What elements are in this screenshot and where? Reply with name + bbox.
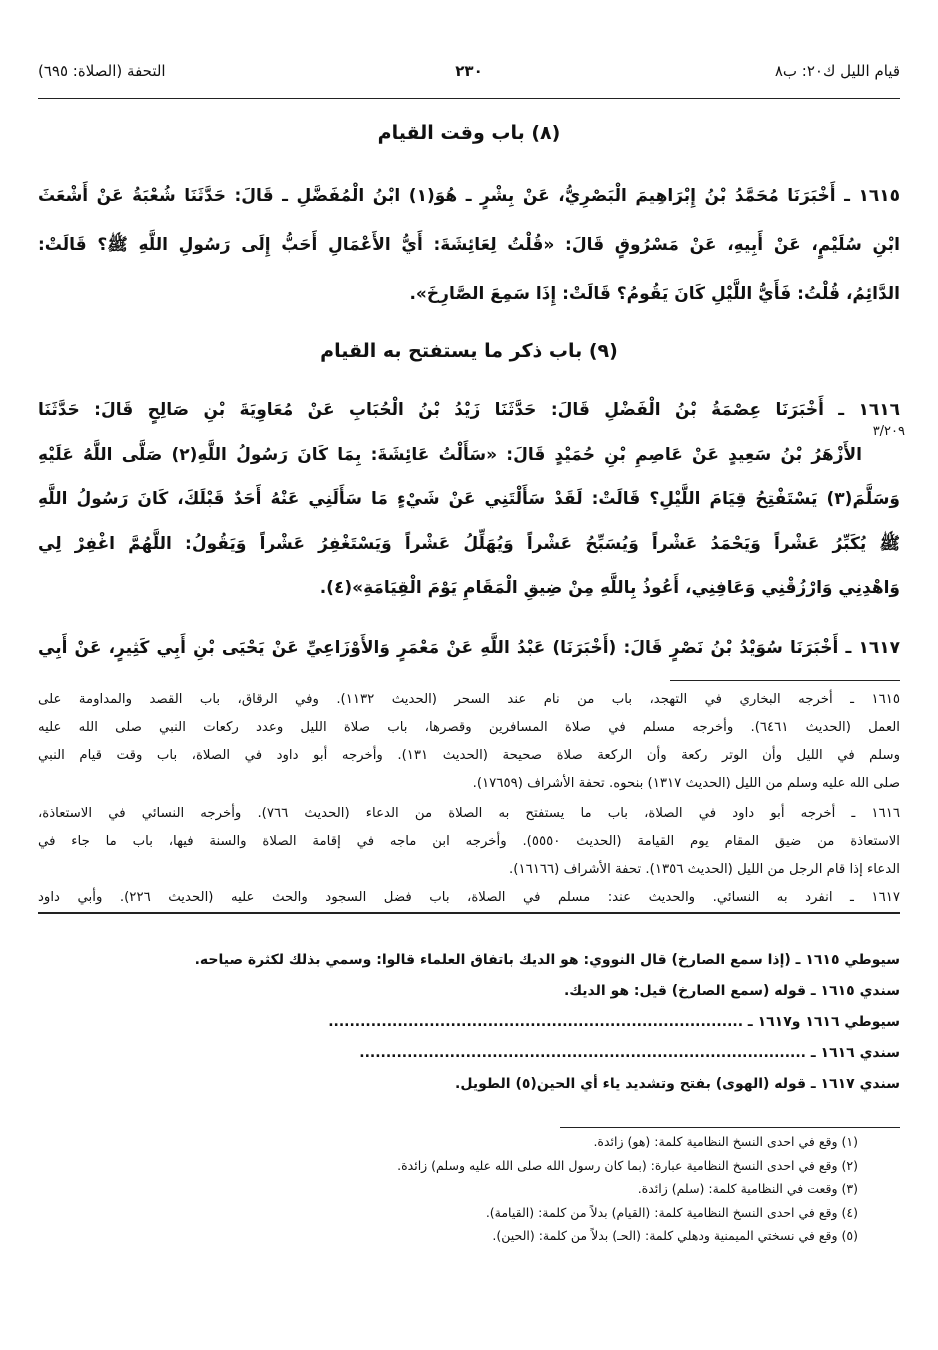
commentary-line: سندي ١٦١٦ ـ .................................................................................... bbox=[359, 1045, 900, 1061]
commentary-line: سندي ١٦١٧ ـ قوله (الهوى) بفتح وتشديد ياء أي الحين(٥) الطويل. bbox=[455, 1076, 900, 1092]
section-9-title: (٩) باب ذكر ما يستفتح به القيام bbox=[320, 340, 618, 362]
hadith-line: ١٦١٧ ـ أَخْبَرَنَا سُوَيْدُ بْنُ نَصْرٍ قَالَ: (أَخْبَرَنَا) عَبْدُ اللَّهِ عَنْ مَعْمَرٍ وَالأَوْزَاعِيِّ عَنْ يَحْيَى بْنِ أَبِي كَثِيرٍ، عَنْ أَبِي bbox=[38, 638, 900, 658]
takhrij-line: الدعاء إذا قام الرجل من الليل (الحديث ١٣٥٦). تحفة الأشراف (١٦١٦٦). bbox=[509, 862, 900, 877]
note-line: (٤) وقع في احدى النسخ النظامية كلمة: (القيام) بدلاً من كلمة: (القيامة). bbox=[485, 1204, 858, 1220]
header-divider bbox=[38, 98, 900, 99]
hadith-line: وَاهْدِنِي وَارْزُقْنِي وَعَافِنِي، أَعُوذُ بِاللَّهِ مِنْ ضِيقِ الْمَقَامِ يَوْمَ الْقِيَامَةِ»(٤). bbox=[319, 578, 900, 598]
commentary-line: سيوطي ١٦١٥ ـ (إذا سمع الصارخ) قال النووي: هو الديك باتفاق العلماء قالوا: وسمي بذلك لكثرة صياحه. bbox=[194, 952, 900, 968]
note-line: (١) وقع في احدى النسخ النظامية كلمة: (هو) زائدة. bbox=[593, 1134, 858, 1149]
section-8-title: (٨) باب وقت القيام bbox=[377, 122, 561, 144]
footnote-divider bbox=[670, 680, 900, 681]
hadith-line: الأَزْهَرُ بْنُ سَعِيدٍ عَنْ عَاصِمِ بْنِ حُمَيْدٍ قَالَ: «سَأَلْتُ عَائِشَةَ: بِمَا كَانَ رَسُولُ اللَّهِ(٢) صَلَّى اللَّهُ عَلَيْهِ bbox=[38, 444, 862, 465]
hadith-1616 bbox=[38, 388, 900, 611]
hadith-line: الدَّائِمُ، قُلْتُ: فَأَيُّ اللَّيْلِ كَانَ يَقُومُ؟ قَالَتْ: إِذَا سَمِعَ الصَّارِخَ». bbox=[409, 284, 900, 304]
note-line: (٣) وقعت في النظامية كلمة: (سلم) زائدة. bbox=[637, 1181, 858, 1196]
note-line: (٢) وقع في احدى النسخ النظامية عبارة: (بما كان رسول الله صلى الله عليه وسلم) زائدة. bbox=[397, 1157, 858, 1173]
running-header bbox=[38, 62, 900, 88]
takhrij-line: ١٦١٥ ـ أخرجه البخاري في التهجد، باب من نام عند السحر (الحديث ١١٣٢). وفي الرقاق، باب القصد والمداومة على bbox=[38, 692, 900, 707]
takhrij-line: العمل (الحديث ٦٤٦١). وأخرجه مسلم في صلاة المسافرين وقصرها، باب صلاة الليل وعدد ركعات النبي صلى الله عليه bbox=[38, 720, 900, 735]
note-line: (٥) وقع في نسختي الميمنية ودهلي كلمة: (الحـ) بدلاً من كلمة: (الحين). bbox=[492, 1228, 858, 1243]
hadith-1615 bbox=[38, 172, 900, 319]
commentary-line: سندي ١٦١٥ ـ قوله (سمع الصارخ) قيل: هو الديك. bbox=[563, 983, 900, 999]
takhrij-line: ١٦١٦ ـ أخرجه أبو داود في الصلاة، باب ما يستفتح به الصلاة من الدعاء (الحديث ٧٦٦). وأخرجه النسائي في الاستعاذة، bbox=[38, 806, 900, 821]
takhrij-footnotes bbox=[38, 686, 900, 912]
takhrij-line: الاستعاذة من ضيق المقام يوم القيامة (الحديث ٥٥٥٠). وأخرجه ابن ماجه في إقامة الصلاة والسنة فيها، باب ما جاء في bbox=[38, 834, 900, 849]
hadith-1617 bbox=[38, 626, 900, 670]
header-chapter-ref: قيام الليل ك٢٠: ب٨ bbox=[774, 62, 900, 80]
takhrij-line: ١٦١٧ ـ انفرد به النسائي. والحديث عند: مسلم في الصلاة، باب فضل السجود والحث عليه (الحديث ٢٢٦). وأبي داود bbox=[38, 890, 900, 905]
page-number: ٢٣٠ bbox=[455, 62, 483, 80]
takhrij-line: صلى الله عليه وسلم من الليل (الحديث ١٣١٧) بنحوه. تحفة الأشراف (١٧٦٥٩). bbox=[472, 776, 900, 791]
hadith-line: ﷺ يُكَبِّرُ عَشْراً وَيَحْمَدُ عَشْراً وَيُسَبِّحُ عَشْراً وَيُهَلِّلُ عَشْراً وَيَسْتَغْفِرُ عَشْراً وَيَقُولُ: اللَّهُمَّ اغْفِرْ لِي bbox=[38, 533, 900, 554]
commentary-line: سيوطي ١٦١٦ و١٦١٧ ـ .............................................................................. bbox=[328, 1014, 900, 1030]
commentary bbox=[38, 945, 900, 1100]
commentary-divider bbox=[38, 912, 900, 914]
margin-volume-page-ref: ٣/٢٠٩ bbox=[872, 424, 905, 439]
hadith-line: ١٦١٥ ـ أَخْبَرَنَا مُحَمَّدُ بْنُ إِبْرَاهِيمَ الْبَصْرِيُّ، عَنْ بِشْرٍ ـ هُوَ(١) ابْنُ الْمُفَضَّلِ ـ قَالَ: حَدَّثَنَا شُعْبَةُ عَنْ أَشْعَثَ bbox=[38, 186, 900, 206]
notes-divider bbox=[560, 1127, 900, 1128]
hadith-line: ابْنِ سُلَيْمٍ، عَنْ أَبِيهِ، عَنْ مَسْرُوقٍ قَالَ: «قُلْتُ لِعَائِشَةَ: أَيُّ الأَعْمَالِ أَحَبُّ إِلَى رَسُولِ اللَّهِ ﷺ؟ قَالَتْ: bbox=[38, 235, 900, 255]
manuscript-notes bbox=[300, 1130, 858, 1248]
hadith-line: ١٦١٦ ـ أَخْبَرَنَا عِصْمَةُ بْنُ الْفَضْلِ قَالَ: حَدَّثَنَا زَيْدُ بْنُ الْحُبَابِ عَنْ مُعَاوِيَةَ بْنِ صَالِحٍ قَالَ: حَدَّثَنَا bbox=[38, 400, 900, 420]
takhrij-line: وسلم في الليل وأن الوتر ركعة وأن الركعة صلاة صحيحة (الحديث ١٣١). وأخرجه أبو داود في الصلاة، باب وقت قيام النبي bbox=[38, 748, 900, 763]
hadith-line: وَسَلَّمَ(٣) يَسْتَفْتِحُ قِيَامَ اللَّيْلِ؟ قَالَتْ: لَقَدْ سَأَلْتَنِي عَنْ شَيْءٍ مَا سَأَلَنِي عَنْهُ أَحَدٌ قَبْلَكَ، كَانَ رَسُولُ اللَّهِ bbox=[38, 489, 900, 509]
header-tuhfa-ref: التحفة (الصلاة: ٦٩٥) bbox=[38, 62, 166, 80]
